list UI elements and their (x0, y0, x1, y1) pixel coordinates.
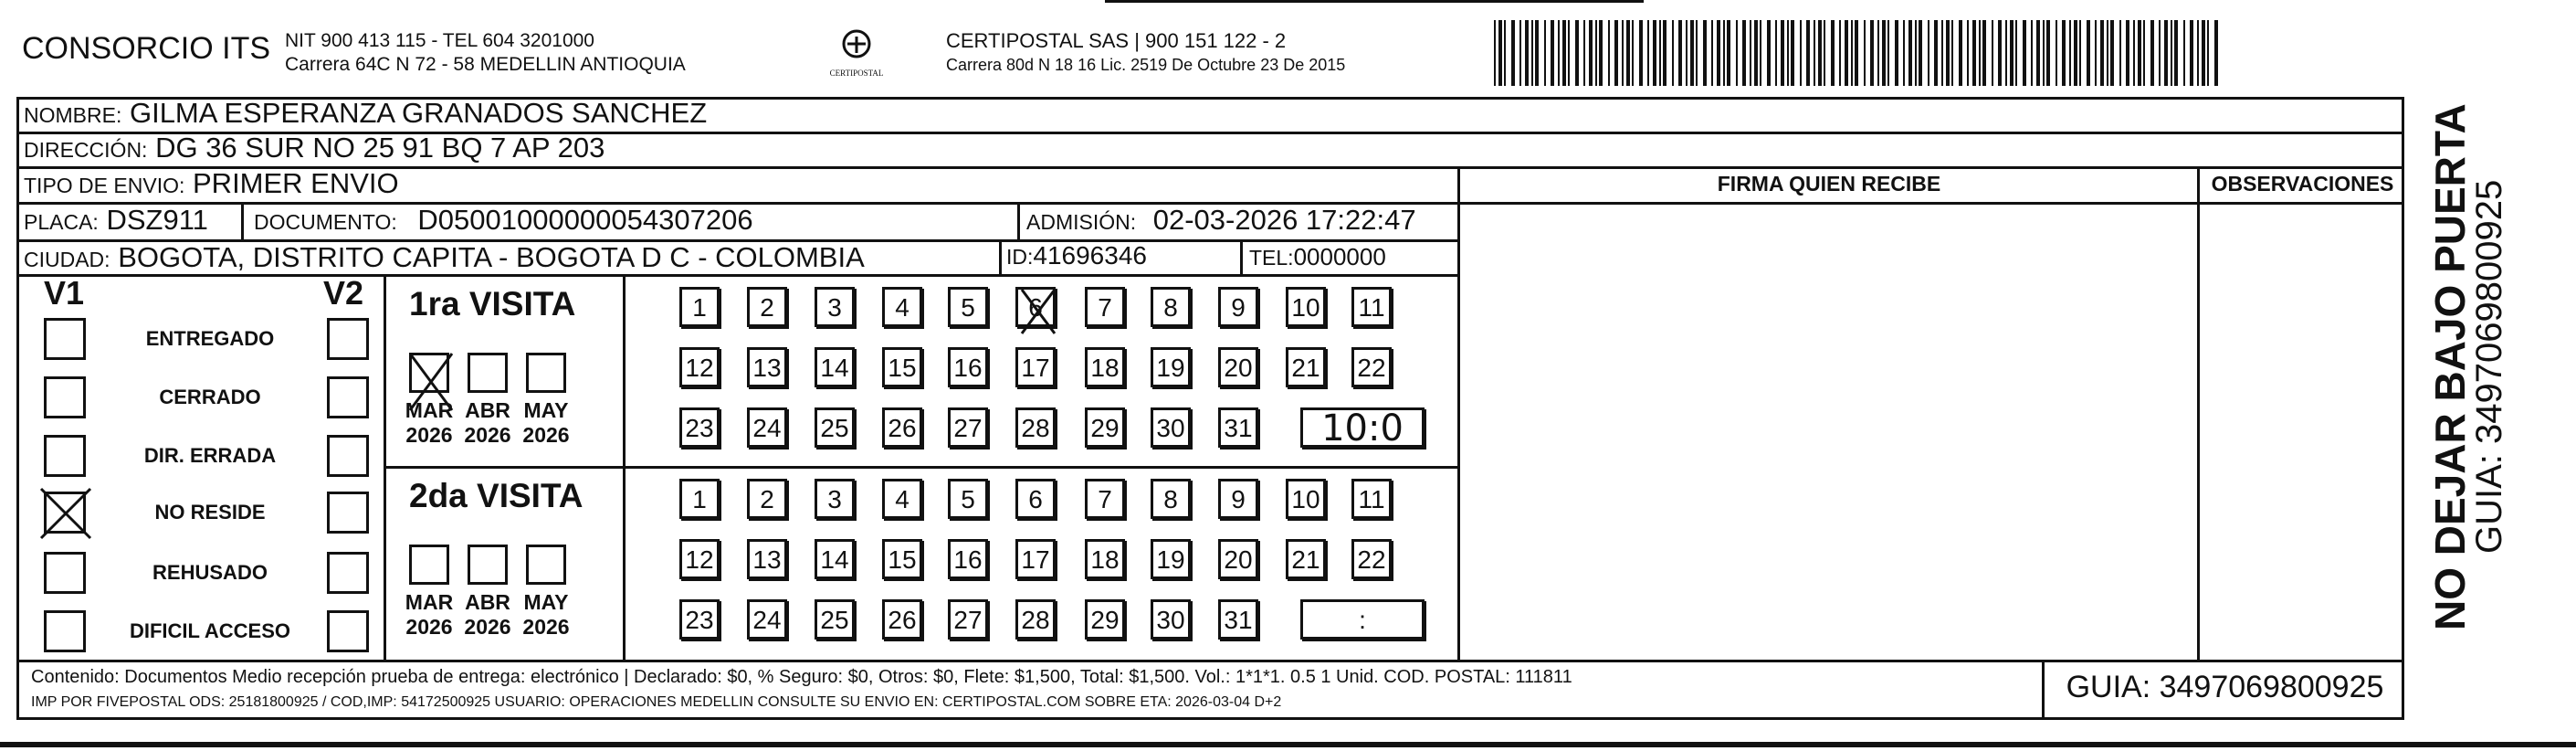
tel-field (1249, 243, 1386, 271)
v2-header: V2 (323, 274, 364, 312)
day-box[interactable]: 5 (948, 287, 988, 327)
courier-name: CERTIPOSTAL SAS | 900 151 122 - 2 (946, 29, 1287, 52)
rule-firma-left (1457, 166, 1460, 661)
status-v2-checkbox[interactable] (327, 492, 369, 534)
month-checkbox[interactable] (468, 545, 508, 585)
day-box[interactable]: 2 (747, 479, 787, 519)
day-box[interactable]: 21 (1286, 539, 1326, 579)
day-box[interactable]: 12 (679, 347, 720, 387)
day-box[interactable]: 22 (1351, 539, 1392, 579)
day-box[interactable]: 20 (1218, 347, 1258, 387)
v1-header: V1 (44, 274, 85, 312)
day-box[interactable]: 19 (1151, 539, 1191, 579)
side-guia: GUIA: 3497069800925 (2469, 179, 2509, 554)
day-box[interactable]: 8 (1151, 287, 1191, 327)
day-box[interactable]: 10 (1286, 287, 1326, 327)
day-box[interactable]: 29 (1085, 407, 1125, 448)
status-label: CERRADO (159, 386, 261, 408)
footer-content: Contenido: Documentos Medio recepción prueba de entrega: electrónico | Declarado: $0, % Seguro: $0, Otros: $0, Flete: $1,500, Total: $1,500. Vol.: 1*1*1. 0.5 1 Unid. COD. POSTAL: 111811 (31, 667, 1572, 687)
day-box[interactable]: 24 (747, 599, 787, 640)
status-v2-checkbox[interactable] (327, 610, 369, 652)
day-box[interactable]: 25 (815, 407, 855, 448)
month-label (458, 590, 517, 640)
id-field (1006, 241, 1147, 270)
month-year: 2026 (464, 615, 511, 639)
day-box[interactable]: 15 (882, 539, 922, 579)
day-box[interactable]: 31 (1218, 599, 1258, 640)
day-box[interactable]: 23 (679, 407, 720, 448)
rule-visit-split (384, 466, 1459, 469)
admision-label: ADMISIÓN: (1026, 210, 1137, 234)
rule-guia-footer (2042, 660, 2045, 720)
documento-value: D05001000000054307206 (417, 204, 753, 236)
day-box[interactable]: 10 (1286, 479, 1326, 519)
nombre-field (24, 97, 707, 130)
day-box[interactable]: 7 (1085, 287, 1125, 327)
visit-title: 2da VISITA (409, 477, 584, 514)
documento-field (254, 204, 753, 237)
day-box[interactable]: 19 (1151, 347, 1191, 387)
rule-status (16, 660, 2404, 662)
day-box[interactable]: 17 (1015, 347, 1056, 387)
company-info (285, 29, 686, 77)
placa-value: DSZ911 (106, 204, 208, 236)
month-checkbox[interactable] (526, 545, 566, 585)
month-checkbox[interactable] (526, 353, 566, 393)
day-box[interactable]: 24 (747, 407, 787, 448)
status-label: REHUSADO (152, 561, 268, 584)
month-name: MAR (405, 398, 454, 422)
day-box[interactable]: 26 (882, 407, 922, 448)
status-v1-checkbox[interactable] (44, 435, 86, 477)
day-box[interactable]: 18 (1085, 539, 1125, 579)
documento-label: DOCUMENTO: (254, 210, 397, 234)
rule-placa-sep (241, 202, 244, 239)
day-box[interactable]: 7 (1085, 479, 1125, 519)
courier-info (946, 29, 1345, 77)
id-label: ID: (1006, 245, 1034, 269)
day-box[interactable]: 22 (1351, 347, 1392, 387)
status-label: DIFICIL ACCESO (129, 619, 290, 642)
tipo-value: PRIMER ENVIO (193, 167, 399, 199)
month-name: MAY (523, 398, 569, 422)
footer-imp: IMP POR FIVEPOSTAL ODS: 25181800925 / COD,IMP: 54172500925 USUARIO: OPERACIONES MEDELLIN CONSULTE SU ENVIO EN: CERTIPOSTAL.COM SOBRE ETA: 2026-03-04 D+2 (31, 694, 1282, 710)
day-box[interactable]: 11 (1351, 287, 1392, 327)
day-box[interactable]: 13 (747, 539, 787, 579)
x-mark-icon (37, 485, 94, 542)
admision-field (1026, 204, 1416, 237)
status-v1-checkbox[interactable] (44, 376, 86, 418)
firma-area[interactable] (1461, 203, 2197, 660)
day-box[interactable]: 23 (679, 599, 720, 640)
month-label (517, 398, 575, 448)
id-value: 41696346 (1033, 241, 1147, 270)
day-box[interactable]: 28 (1015, 407, 1056, 448)
day-box[interactable]: 14 (815, 347, 855, 387)
day-box[interactable]: 29 (1085, 599, 1125, 640)
direccion-field (24, 132, 605, 164)
company-name: CONSORCIO ITS (22, 31, 271, 66)
day-box[interactable]: 4 (882, 479, 922, 519)
day-box[interactable]: 6 (1015, 479, 1056, 519)
visit-time-box[interactable]: 10:0 (1300, 407, 1425, 448)
month-year: 2026 (522, 615, 570, 639)
day-box[interactable]: 3 (815, 479, 855, 519)
month-label (400, 398, 458, 448)
nombre-label: NOMBRE: (24, 103, 122, 127)
month-name: MAY (523, 590, 569, 614)
x-mark-icon (1018, 286, 1058, 337)
status-v1-checkbox[interactable] (44, 318, 86, 360)
month-label (400, 590, 458, 640)
day-box[interactable]: 3 (815, 287, 855, 327)
observaciones-header: OBSERVACIONES (2211, 172, 2394, 196)
day-box[interactable]: 9 (1218, 287, 1258, 327)
month-checkbox[interactable] (409, 545, 449, 585)
day-box[interactable]: 5 (948, 479, 988, 519)
ciudad-value: BOGOTA, DISTRITO CAPITA - BOGOTA D C - COLOMBIA (118, 241, 865, 273)
company-address: Carrera 64C N 72 - 58 MEDELLIN ANTIOQUIA (285, 54, 686, 75)
ciudad-field (24, 241, 865, 274)
month-year: 2026 (405, 423, 453, 447)
day-box[interactable]: 21 (1286, 347, 1326, 387)
day-box[interactable]: 9 (1218, 479, 1258, 519)
barcode (1494, 20, 2224, 86)
day-box[interactable]: 11 (1351, 479, 1392, 519)
certipostal-logo (811, 27, 902, 82)
day-box[interactable]: 20 (1218, 539, 1258, 579)
month-label (458, 398, 517, 448)
status-v2-checkbox[interactable] (327, 376, 369, 418)
status-label: NO RESIDE (154, 501, 266, 524)
day-box[interactable]: 15 (882, 347, 922, 387)
footer-guia: GUIA: 3497069800925 (2066, 670, 2384, 704)
day-box[interactable]: 1 (679, 479, 720, 519)
visit-time-box[interactable]: : (1300, 599, 1425, 640)
direccion-label: DIRECCIÓN: (24, 138, 148, 162)
month-name: ABR (465, 398, 510, 422)
bottom-rule (0, 742, 2576, 747)
certipostal-logo-icon (811, 27, 902, 64)
rule-id-sep (999, 239, 1002, 274)
company-nit: NIT 900 413 115 - TEL 604 3201000 (285, 30, 594, 51)
day-box[interactable]: 1 (679, 287, 720, 327)
rule-ciudad (16, 274, 1459, 277)
status-v1-checkbox[interactable] (44, 492, 86, 534)
day-box[interactable]: 30 (1151, 407, 1191, 448)
status-label: DIR. ERRADA (143, 444, 277, 467)
month-name: ABR (465, 590, 510, 614)
day-box[interactable]: 14 (815, 539, 855, 579)
courier-address: Carrera 80d N 18 16 Lic. 2519 De Octubre 23 De 2015 (946, 56, 1346, 74)
month-year: 2026 (522, 423, 570, 447)
day-box[interactable]: 25 (815, 599, 855, 640)
day-box[interactable]: 16 (948, 347, 988, 387)
tel-value: 0000000 (1293, 243, 1386, 270)
day-box[interactable]: 27 (948, 599, 988, 640)
observaciones-area[interactable] (2201, 203, 2403, 660)
rule-obs-left (2197, 166, 2200, 661)
day-box[interactable]: 28 (1015, 599, 1056, 640)
admision-value: 02-03-2026 17:22:47 (1152, 204, 1416, 236)
nombre-value: GILMA ESPERANZA GRANADOS SANCHEZ (129, 97, 708, 129)
day-box[interactable]: 16 (948, 539, 988, 579)
month-checkbox[interactable] (409, 353, 449, 393)
month-checkbox[interactable] (468, 353, 508, 393)
month-year: 2026 (464, 423, 511, 447)
tipo-field (24, 167, 399, 200)
status-v2-checkbox[interactable] (327, 318, 369, 360)
rule-tel-sep (1240, 239, 1243, 274)
ciudad-label: CIUDAD: (24, 248, 110, 271)
month-label (517, 590, 575, 640)
certipostal-logo-text: CERTIPOSTAL (829, 69, 884, 78)
rule-admision-sep (1017, 202, 1020, 239)
side-warning: NO DEJAR BAJO PUERTA (2426, 103, 2474, 630)
month-name: MAR (405, 590, 454, 614)
day-box[interactable]: 13 (747, 347, 787, 387)
day-box[interactable]: 26 (882, 599, 922, 640)
status-v1-checkbox[interactable] (44, 610, 86, 652)
placa-field (24, 204, 208, 237)
direccion-value: DG 36 SUR NO 25 91 BQ 7 AP 203 (155, 132, 605, 164)
visit-title: 1ra VISITA (409, 285, 576, 323)
status-v2-checkbox[interactable] (327, 552, 369, 594)
day-box[interactable]: 27 (948, 407, 988, 448)
top-rule (1105, 0, 1644, 3)
status-v2-checkbox[interactable] (327, 435, 369, 477)
day-box[interactable]: 31 (1218, 407, 1258, 448)
firma-header: FIRMA QUIEN RECIBE (1717, 172, 1941, 196)
day-box[interactable]: 4 (882, 287, 922, 327)
day-box[interactable]: 12 (679, 539, 720, 579)
day-box[interactable]: 30 (1151, 599, 1191, 640)
tel-label: TEL: (1249, 246, 1294, 270)
month-year: 2026 (405, 615, 453, 639)
day-box[interactable]: 8 (1151, 479, 1191, 519)
status-label: ENTREGADO (145, 327, 275, 350)
status-v1-checkbox[interactable] (44, 552, 86, 594)
day-box[interactable]: 2 (747, 287, 787, 327)
tipo-label: TIPO DE ENVIO: (24, 174, 185, 197)
day-box[interactable]: 6 (1015, 287, 1056, 327)
day-box[interactable]: 18 (1085, 347, 1125, 387)
day-box[interactable]: 17 (1015, 539, 1056, 579)
placa-label: PLACA: (24, 210, 99, 234)
